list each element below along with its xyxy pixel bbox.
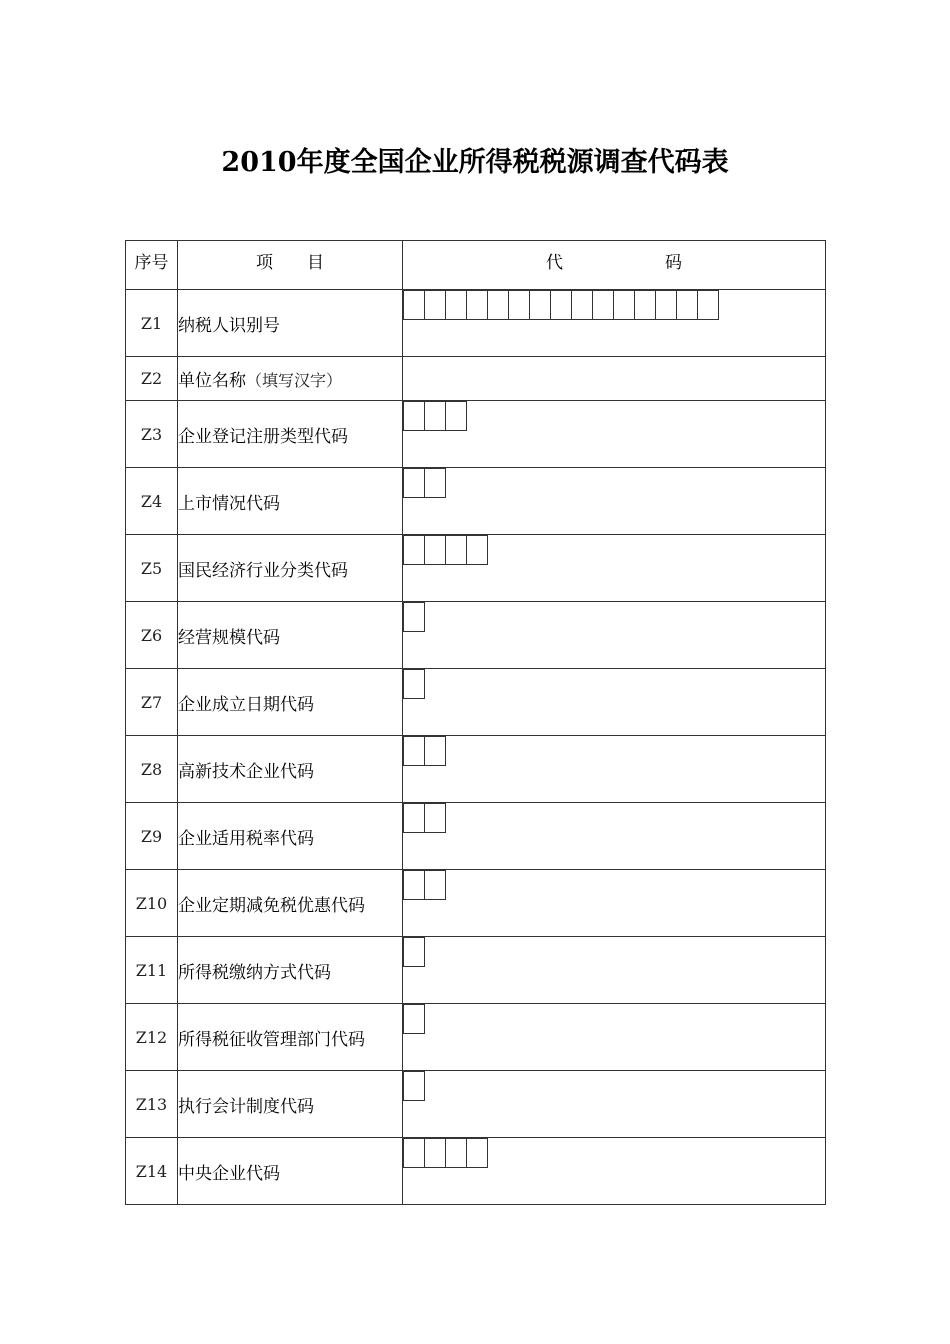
table-row: [126, 602, 826, 669]
row-seq: Z3: [126, 401, 178, 468]
row-item-label: 经营规模代码: [178, 627, 280, 648]
row-item: [178, 803, 403, 870]
code-digit-box[interactable]: [550, 290, 572, 320]
code-digit-box[interactable]: [592, 290, 614, 320]
row-code-cell[interactable]: [403, 290, 826, 357]
header-seq: 序号: [126, 241, 178, 290]
row-item-label: 上市情况代码: [178, 493, 280, 514]
code-digit-box[interactable]: [424, 803, 446, 833]
row-item-label: 所得税征收管理部门代码: [178, 1029, 365, 1050]
code-digit-box[interactable]: [445, 535, 467, 565]
code-boxes: [403, 468, 446, 498]
row-item-label: 企业定期减免税优惠代码: [178, 895, 365, 916]
table-row: [126, 937, 826, 1004]
row-code-cell[interactable]: [403, 803, 826, 870]
row-item: [178, 535, 403, 602]
row-code-cell[interactable]: [403, 736, 826, 803]
row-item: [178, 602, 403, 669]
row-item-label: 企业适用税率代码: [178, 828, 314, 849]
row-code-cell[interactable]: [403, 401, 826, 468]
row-item-label: 纳税人识别号: [178, 315, 280, 336]
code-digit-box[interactable]: [403, 870, 425, 900]
row-seq: Z11: [126, 937, 178, 1004]
code-boxes: [403, 290, 719, 320]
table-row: [126, 1071, 826, 1138]
code-digit-box[interactable]: [424, 870, 446, 900]
row-item-label: 中央企业代码: [178, 1163, 280, 1184]
row-seq: Z2: [126, 357, 178, 401]
table-row: [126, 1004, 826, 1071]
table-row: [126, 736, 826, 803]
code-digit-box[interactable]: [403, 1071, 425, 1101]
row-item-label: 执行会计制度代码: [178, 1096, 314, 1117]
row-item: [178, 1138, 403, 1205]
code-digit-box[interactable]: [571, 290, 593, 320]
code-boxes: [403, 1071, 425, 1101]
code-digit-box[interactable]: [403, 736, 425, 766]
code-digit-box[interactable]: [529, 290, 551, 320]
row-code-cell[interactable]: [403, 357, 826, 401]
row-code-cell[interactable]: [403, 1138, 826, 1205]
table-header-row: [126, 241, 826, 290]
code-digit-box[interactable]: [424, 535, 446, 565]
code-digit-box[interactable]: [697, 290, 719, 320]
table-body: [126, 290, 826, 1205]
code-digit-box[interactable]: [424, 401, 446, 431]
code-digit-box[interactable]: [445, 1138, 467, 1168]
row-item: [178, 870, 403, 937]
row-code-cell[interactable]: [403, 870, 826, 937]
code-boxes: [403, 602, 425, 632]
code-table: [125, 240, 826, 1205]
table-row: [126, 290, 826, 357]
code-digit-box[interactable]: [445, 401, 467, 431]
code-digit-box[interactable]: [403, 535, 425, 565]
code-digit-box[interactable]: [445, 290, 467, 320]
code-digit-box[interactable]: [655, 290, 677, 320]
row-seq: Z12: [126, 1004, 178, 1071]
row-seq: Z1: [126, 290, 178, 357]
table-row: [126, 468, 826, 535]
row-item: [178, 401, 403, 468]
code-digit-box[interactable]: [403, 803, 425, 833]
code-digit-box[interactable]: [403, 1138, 425, 1168]
row-seq: Z4: [126, 468, 178, 535]
code-digit-box[interactable]: [403, 290, 425, 320]
code-digit-box[interactable]: [403, 401, 425, 431]
code-boxes: [403, 803, 446, 833]
code-digit-box[interactable]: [424, 736, 446, 766]
row-item: [178, 468, 403, 535]
row-seq: Z10: [126, 870, 178, 937]
code-digit-box[interactable]: [466, 535, 488, 565]
page-title: 2010年度全国企业所得税税源调查代码表: [221, 147, 729, 178]
code-boxes: [403, 937, 425, 967]
row-item: [178, 290, 403, 357]
row-code-cell[interactable]: [403, 602, 826, 669]
code-boxes: [403, 1138, 488, 1168]
code-boxes: [403, 669, 425, 699]
table-row: [126, 357, 826, 401]
code-digit-box[interactable]: [634, 290, 656, 320]
row-code-cell[interactable]: [403, 468, 826, 535]
table-row: [126, 535, 826, 602]
row-item-label: 企业登记注册类型代码: [178, 426, 348, 447]
code-boxes: [403, 870, 446, 900]
header-code: 代 码: [403, 241, 826, 290]
table-row: [126, 401, 826, 468]
code-digit-box[interactable]: [487, 290, 509, 320]
row-seq: Z14: [126, 1138, 178, 1205]
code-digit-box[interactable]: [424, 468, 446, 498]
row-item-label: 单位名称: [178, 371, 246, 391]
row-item: [178, 937, 403, 1004]
code-digit-box[interactable]: [508, 290, 530, 320]
row-item-label: 所得税缴纳方式代码: [178, 962, 331, 983]
row-item-note: （填写汉字）: [246, 371, 343, 390]
row-code-cell[interactable]: [403, 535, 826, 602]
row-item-label: 高新技术企业代码: [178, 761, 314, 782]
code-digit-box[interactable]: [403, 937, 425, 967]
row-item: [178, 357, 403, 401]
row-seq: Z8: [126, 736, 178, 803]
table-row: [126, 1138, 826, 1205]
row-item: [178, 736, 403, 803]
row-seq: Z5: [126, 535, 178, 602]
table-row: [126, 669, 826, 736]
row-code-cell[interactable]: [403, 1004, 826, 1071]
code-digit-box[interactable]: [403, 602, 425, 632]
code-digit-box[interactable]: [466, 290, 488, 320]
code-digit-box[interactable]: [403, 669, 425, 699]
code-digit-box[interactable]: [424, 290, 446, 320]
row-code-cell[interactable]: [403, 937, 826, 1004]
row-seq: Z9: [126, 803, 178, 870]
code-digit-box[interactable]: [676, 290, 698, 320]
row-item: [178, 669, 403, 736]
row-code-cell[interactable]: [403, 669, 826, 736]
code-boxes: [403, 535, 488, 565]
row-item-label: 国民经济行业分类代码: [178, 560, 348, 581]
table-row: [126, 870, 826, 937]
code-digit-box[interactable]: [613, 290, 635, 320]
row-item-label: 企业成立日期代码: [178, 694, 314, 715]
table-row: [126, 803, 826, 870]
row-item: [178, 1004, 403, 1071]
code-boxes: [403, 1004, 425, 1034]
header-item: 项 目: [178, 241, 403, 290]
code-digit-box[interactable]: [466, 1138, 488, 1168]
row-seq: Z13: [126, 1071, 178, 1138]
row-item: [178, 1071, 403, 1138]
row-seq: Z6: [126, 602, 178, 669]
code-boxes: [403, 401, 467, 431]
code-digit-box[interactable]: [403, 468, 425, 498]
row-code-cell[interactable]: [403, 1071, 826, 1138]
code-digit-box[interactable]: [403, 1004, 425, 1034]
code-digit-box[interactable]: [424, 1138, 446, 1168]
code-boxes: [403, 736, 446, 766]
row-seq: Z7: [126, 669, 178, 736]
